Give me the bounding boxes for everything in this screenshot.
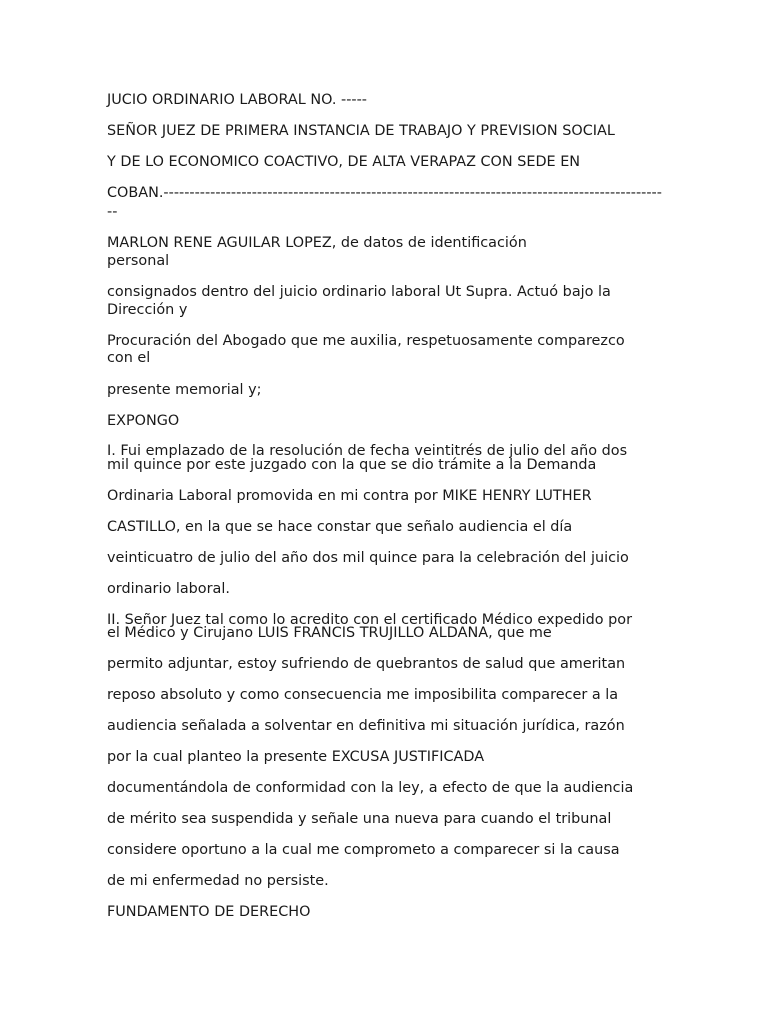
paragraph-line: I. Fui emplazado de la resolución de fecha veintitrés de julio del año dos (107, 443, 628, 459)
paragraph-line: mil quince por este juzgado con la que se dio trámite a la Demanda (107, 457, 597, 473)
paragraph-line: considere oportuno a la cual me comprometo a comparecer si la causa (107, 842, 620, 858)
intro-line: MARLON RENE AGUILAR LOPEZ, de datos de identificación (107, 235, 527, 251)
intro-line: Procuración del Abogado que me auxilia, respetuosamente comparezco (107, 333, 625, 349)
paragraph-line: el Médico y Cirujano LUIS FRANCIS TRUJILLO ALDANA, que me (107, 625, 552, 641)
paragraph-line: Ordinaria Laboral promovida en mi contra por MIKE HENRY LUTHER (107, 488, 592, 504)
address-line: SEÑOR JUEZ DE PRIMERA INSTANCIA DE TRABAJO Y PREVISION SOCIAL (107, 123, 615, 139)
paragraph-line: CASTILLO, en la que se hace constar que señalo audiencia el día (107, 519, 573, 535)
paragraph-line: veinticuatro de julio del año dos mil quince para la celebración del juicio (107, 550, 629, 566)
paragraph-line: por la cual planteo la presente EXCUSA JUSTIFICADA (107, 749, 485, 765)
intro-line-wrap: con el (107, 350, 151, 366)
paragraph-line: reposo absoluto y como consecuencia me imposibilita comparecer a la (107, 687, 619, 703)
paragraph-line: ordinario laboral. (107, 581, 230, 597)
address-line: COBAN.------------------------------------------------------------------------------------------------ (107, 185, 662, 201)
section-heading-fundamento: FUNDAMENTO DE DERECHO (107, 904, 311, 920)
address-line-wrap: -- (107, 204, 118, 220)
paragraph-line: de mi enfermedad no persiste. (107, 873, 329, 889)
intro-line-wrap: personal (107, 253, 170, 269)
address-line: Y DE LO ECONOMICO COACTIVO, DE ALTA VERAPAZ CON SEDE EN (107, 154, 581, 170)
paragraph-line: audiencia señalada a solventar en definitiva mi situación jurídica, razón (107, 718, 625, 734)
paragraph-line: II. Señor Juez tal como lo acredito con el certificado Médico expedido por (107, 612, 633, 628)
intro-line-wrap: Dirección y (107, 302, 188, 318)
paragraph-line: permito adjuntar, estoy sufriendo de quebrantos de salud que ameritan (107, 656, 626, 672)
case-title: JUCIO ORDINARIO LABORAL NO. ----- (107, 92, 367, 108)
paragraph-line: de mérito sea suspendida y señale una nueva para cuando el tribunal (107, 811, 612, 827)
section-heading-expongo: EXPONGO (107, 413, 180, 429)
intro-line: presente memorial y; (107, 382, 262, 398)
paragraph-line: documentándola de conformidad con la ley, a efecto de que la audiencia (107, 780, 634, 796)
intro-line: consignados dentro del juicio ordinario laboral Ut Supra. Actuó bajo la (107, 284, 611, 300)
